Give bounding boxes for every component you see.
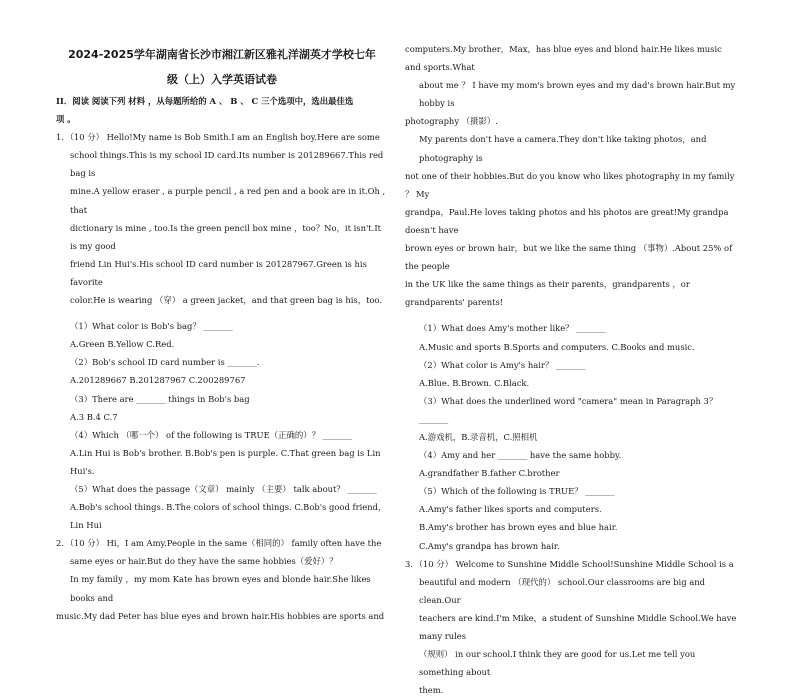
- passage-2-line: 2．（10 分） Hi，I am Amy.People in the same（相同的） family often have the: [56, 538, 382, 549]
- passage-3-line: beautiful and modern （现代的） school.Our classrooms are big and clean.Our: [419, 576, 705, 605]
- section-instruction: II．阅读 阅读下列 材料 ，从每题所给的 A 、 B 、 C 三个选项中，选出最佳选: [56, 96, 354, 106]
- question-1-4: （4）Which （哪一个） of the following is TRUE（正确的）？ _______: [70, 429, 352, 440]
- option-2-5-c: C.Amy's grandpa has brown hair.: [419, 540, 560, 551]
- passage-2-line: music.My dad Peter has blue eyes and brown hair.His hobbies are sports and: [56, 610, 385, 621]
- question-2-2: （2）What color is Amy's hair？ _______: [419, 359, 586, 370]
- spacer: [405, 311, 738, 319]
- passage-2-line: brown eyes or brown hair，but we like the same thing （事物）.About 25% of the people: [405, 243, 733, 272]
- options-1-3: A.3 B.4 C.7: [70, 411, 118, 422]
- title-line-2: 级（上）入学英语试卷: [167, 73, 277, 86]
- section-instruction-cont: 项 。: [56, 114, 76, 125]
- passage-2-line: My parents don't have a camera.They don't like taking photos，and photography is: [419, 134, 707, 163]
- passage-2-line: computers.My brother，Max，has blue eyes and blond hair.He likes music and sports.What: [405, 44, 722, 73]
- passage-1-line: mine.A yellow eraser , a purple pencil , a red pen and a book are in it.Oh , that: [70, 186, 386, 215]
- options-2-1: A.Music and sports B.Sports and computers. C.Books and music.: [419, 341, 695, 352]
- passage-1-line: 1．（10 分） Hello!My name is Bob Smith.I am an English boy.Here are some: [56, 132, 380, 143]
- passage-3-line: teachers are kind.I'm Mike，a student of Sunshine Middle School.We have many rules: [419, 612, 737, 641]
- options-1-1: A.Green B.Yellow C.Red.: [70, 339, 175, 350]
- question-1-2: （2）Bob's school ID card number is _______.: [70, 357, 260, 368]
- right-column: [405, 40, 738, 699]
- passage-2-line: same eyes or hair.But do they have the same hobbies（爱好）？: [70, 556, 338, 567]
- passage-1-line: school things.This is my school ID card.Its number is 201289667.This red bag is: [70, 150, 384, 179]
- question-2-3: （3）What does the underlined word "camera" mean in Paragraph 3？ _______: [419, 395, 718, 424]
- question-1-3: （3）There are _______ things in Bob's bag: [70, 393, 250, 404]
- title-line-1: 2024-2025学年湖南省长沙市湘江新区雅礼洋湖英才学校七年: [68, 48, 376, 61]
- exam-title: [56, 42, 388, 92]
- options-1-5: A.Bob's school things. B.The colors of school things. C.Bob's good friend，Lin Hui: [70, 502, 387, 531]
- passage-1-line: color.He is wearing （穿） a green jacket，and that green bag is his，too.: [70, 295, 383, 306]
- question-2-5: （5）Which of the following is TRUE？ _______: [419, 486, 615, 497]
- spacer: [56, 309, 388, 317]
- passage-2-line: in the UK like the same things as their parents，grandparents ，or grandparents' parents!: [405, 279, 690, 308]
- left-column: [56, 0, 388, 625]
- options-2-4: A.grandfather B.father C.brother: [419, 468, 560, 479]
- passage-1-line: friend Lin Hui's.His school ID card number is 201287967.Green is his favorite: [70, 258, 367, 287]
- passage-2-line: grandpa，Paul.He loves taking photos and his photos are great!My grandpa doesn't have: [405, 206, 729, 235]
- passage-3-line: 3．（10 分） Welcome to Sunshine Middle School!Sunshine Middle School is a: [405, 558, 734, 569]
- passage-3-line: （规则） in our school.I think they are good for us.Let me tell you something about: [419, 649, 696, 678]
- passage-3-line: them.: [419, 685, 444, 696]
- passage-2-line: not one of their hobbies.But do you know who likes photography in my family ？ My: [405, 170, 735, 199]
- passage-2-line: In my family ，my mom Kate has brown eyes and blonde hair.She likes books and: [70, 574, 371, 603]
- question-2-4: （4）Amy and her _______ have the same hobby.: [419, 450, 622, 461]
- question-1-1: （1）What color is Bob's bag？ _______: [70, 321, 233, 332]
- option-2-5-a: A.Amy's father likes sports and computers.: [419, 504, 602, 515]
- options-2-3: A.游戏机，B.录音机，C.照相机: [419, 431, 538, 442]
- passage-2-line: about me ？ I have my mom's brown eyes and my dad's brown hair.But my hobby is: [419, 80, 736, 109]
- question-1-5: （5）What does the passage（文章） mainly （主要） talk about？ _______: [70, 483, 377, 494]
- options-1-2: A.201289667 B.201287967 C.200289767: [70, 375, 246, 386]
- options-1-4: A.Lin Hui is Bob's brother. B.Bob's pen is purple. C.That green bag is Lin Hui's.: [70, 447, 381, 476]
- passage-1-line: dictionary is mine , too.Is the green pencil box mine ，too？No，it isn't.It is my good: [70, 222, 382, 251]
- option-2-5-b: B.Amy's brother has brown eyes and blue hair.: [419, 522, 618, 533]
- question-2-1: （1）What does Amy's mother like？ _______: [419, 323, 606, 334]
- passage-2-line: photography （摄影）.: [405, 116, 498, 127]
- options-2-2: A.Blue. B.Brown. C.Black.: [419, 377, 530, 388]
